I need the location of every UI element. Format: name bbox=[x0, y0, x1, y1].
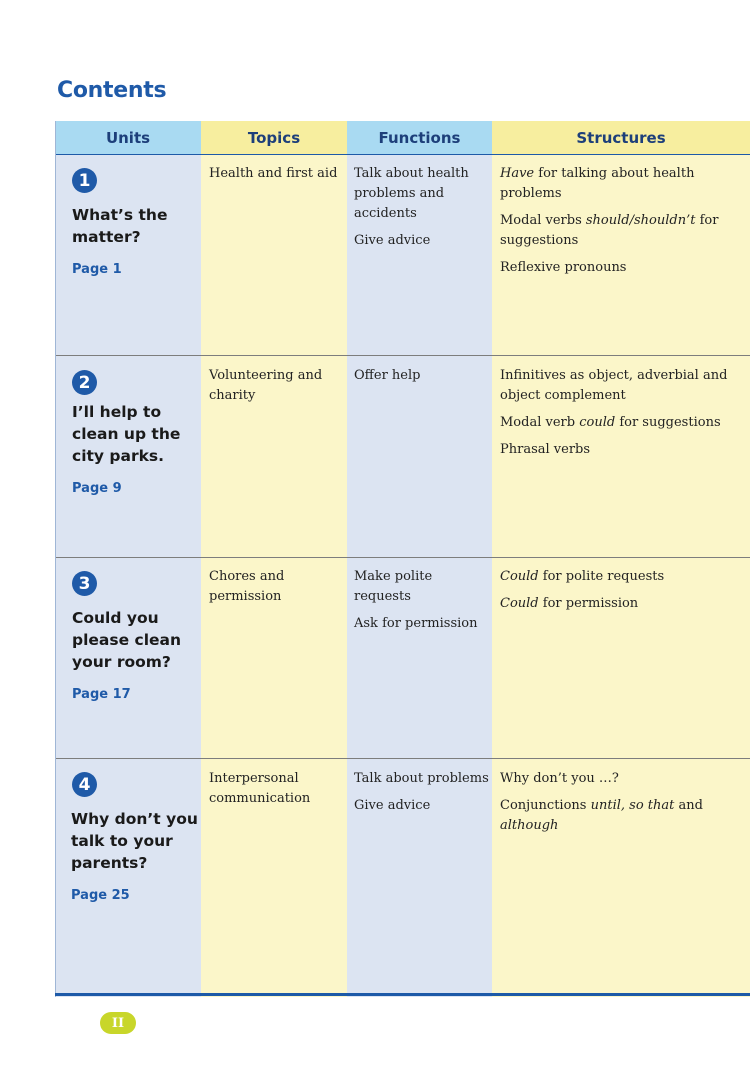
function-item: Make polite requests bbox=[354, 569, 433, 604]
unit-functions bbox=[354, 769, 489, 823]
unit-page-link[interactable]: Page 17 bbox=[72, 687, 131, 702]
structure-item: Why don’t you …? bbox=[500, 771, 619, 786]
table-bottom-rule bbox=[55, 993, 750, 996]
unit-page-link[interactable]: Page 25 bbox=[71, 888, 130, 903]
unit-number-badge: 1 bbox=[72, 168, 97, 193]
topics-column bbox=[201, 121, 347, 997]
page-title: Contents bbox=[57, 78, 167, 103]
structure-item: Reflexive pronouns bbox=[500, 260, 627, 275]
table-header bbox=[55, 121, 750, 154]
unit-functions bbox=[354, 164, 489, 258]
unit-title[interactable]: What’s the matter? bbox=[72, 206, 168, 246]
unit-structures bbox=[500, 366, 745, 467]
row-divider bbox=[55, 557, 750, 558]
unit-title[interactable]: I’ll help to clean up the city parks. bbox=[72, 403, 181, 465]
unit-title[interactable]: Could you please clean your room? bbox=[72, 609, 182, 671]
structure-item: Could for polite requests bbox=[500, 569, 665, 584]
unit-number-badge: 2 bbox=[72, 370, 97, 395]
function-item: Ask for permission bbox=[354, 616, 478, 631]
structure-item: Modal verb could for suggestions bbox=[500, 415, 721, 430]
unit-functions bbox=[354, 366, 489, 393]
row-divider bbox=[55, 355, 750, 356]
function-item: Talk about health problems and accidents bbox=[354, 166, 469, 221]
unit-topics: Health and first aid bbox=[209, 166, 338, 181]
function-item: Talk about problems bbox=[354, 771, 489, 786]
unit-topics: Chores and permission bbox=[209, 569, 285, 604]
unit-structures bbox=[500, 567, 745, 621]
structure-item: Phrasal verbs bbox=[500, 442, 591, 457]
structure-item: Modal verbs should/shouldn’t for suggestions bbox=[500, 213, 719, 248]
structure-item: Have for talking about health problems bbox=[500, 166, 695, 201]
table-left-edge bbox=[55, 121, 56, 997]
unit-page-link[interactable]: Page 9 bbox=[72, 481, 122, 496]
page-number-badge: II bbox=[100, 1012, 136, 1034]
header-functions: Functions bbox=[347, 121, 492, 154]
header-units: Units bbox=[55, 121, 201, 154]
unit-topics: Volunteering and charity bbox=[209, 368, 323, 403]
structure-item: Infinitives as object, adverbial and object complement bbox=[500, 368, 728, 403]
unit-number-badge: 4 bbox=[72, 772, 97, 797]
structure-item: Conjunctions until, so that and although bbox=[500, 798, 703, 833]
header-structures: Structures bbox=[492, 121, 750, 154]
unit-functions bbox=[354, 567, 489, 641]
function-item: Give advice bbox=[354, 798, 431, 813]
header-divider bbox=[55, 154, 750, 155]
unit-page-link[interactable]: Page 1 bbox=[72, 262, 122, 277]
unit-number-badge: 3 bbox=[72, 571, 97, 596]
contents-table bbox=[55, 121, 750, 997]
function-item: Give advice bbox=[354, 233, 431, 248]
unit-topics: Interpersonal communication bbox=[209, 771, 311, 806]
row-divider bbox=[55, 758, 750, 759]
unit-structures bbox=[500, 164, 745, 285]
unit-title[interactable]: Why don’t you talk to your parents? bbox=[71, 810, 198, 872]
structure-item: Could for permission bbox=[500, 596, 639, 611]
function-item: Offer help bbox=[354, 368, 421, 383]
unit-structures bbox=[500, 769, 745, 843]
header-topics: Topics bbox=[201, 121, 347, 154]
